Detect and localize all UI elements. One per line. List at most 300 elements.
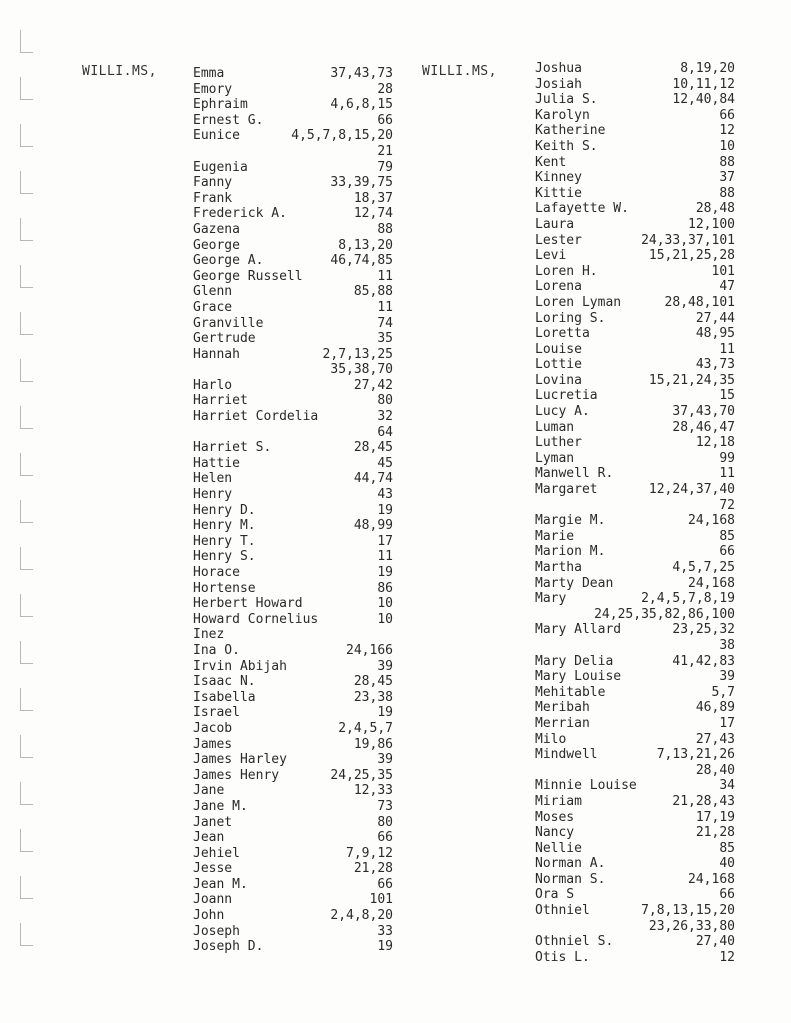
index-entry bbox=[193, 596, 393, 612]
index-entry bbox=[193, 175, 393, 191]
entry-pages: 86 bbox=[377, 580, 393, 596]
entry-pages: 21,28 bbox=[695, 825, 735, 841]
index-entry bbox=[535, 716, 735, 732]
entry-pages: 85,88 bbox=[353, 284, 393, 300]
entry-name: Luther bbox=[535, 435, 582, 451]
index-entry bbox=[535, 825, 735, 841]
entry-pages: 40 bbox=[719, 856, 735, 872]
entry-pages-continued: 23,26,33,80 bbox=[648, 918, 735, 934]
entry-pages: 33 bbox=[377, 923, 393, 939]
entry-name: Merrian bbox=[535, 715, 590, 731]
binding-hole-mark bbox=[20, 312, 33, 335]
index-entry bbox=[193, 128, 393, 159]
binding-hole-mark bbox=[20, 124, 33, 147]
entry-pages: 41,42,83 bbox=[672, 653, 735, 669]
entry-pages: 19 bbox=[377, 705, 393, 721]
index-entry bbox=[535, 435, 735, 451]
binding-hole-mark bbox=[20, 641, 33, 664]
entry-pages: 12,100 bbox=[688, 216, 735, 232]
entry-pages: 28,48,101 bbox=[664, 294, 735, 310]
index-entry bbox=[193, 97, 393, 113]
entry-name: Henry S. bbox=[193, 549, 256, 565]
entry-pages: 66 bbox=[719, 544, 735, 560]
entry-pages: 39 bbox=[719, 669, 735, 685]
entry-name: Lucretia bbox=[535, 388, 598, 404]
index-entry bbox=[193, 456, 393, 472]
entry-name: Lottie bbox=[535, 357, 582, 373]
entry-name: Marie bbox=[535, 528, 575, 544]
entry-name: Herbert Howard bbox=[193, 596, 303, 612]
index-entry bbox=[535, 529, 735, 545]
index-column-right bbox=[535, 61, 735, 965]
entry-name: Henry T. bbox=[193, 533, 256, 549]
entry-pages: 10 bbox=[719, 138, 735, 154]
entry-name: Mary Delia bbox=[535, 653, 614, 669]
index-entry bbox=[535, 872, 735, 888]
index-entry bbox=[193, 549, 393, 565]
index-entry bbox=[535, 388, 735, 404]
binding-hole-mark bbox=[20, 923, 33, 946]
entry-name: Jane M. bbox=[193, 798, 248, 814]
entry-name: Henry bbox=[193, 487, 233, 503]
entry-name: Mary Allard bbox=[535, 622, 622, 638]
entry-name: Fanny bbox=[193, 175, 233, 191]
entry-pages: 2,4,5,7,8,19 bbox=[641, 591, 735, 607]
entry-pages: 21,28,43 bbox=[672, 793, 735, 809]
entry-name: Martha bbox=[535, 560, 582, 575]
binding-hole-mark bbox=[20, 594, 33, 617]
entry-pages: 85 bbox=[719, 528, 735, 544]
entry-name: Gertrude bbox=[193, 331, 256, 347]
entry-pages: 24,33,37,101 bbox=[641, 232, 735, 248]
entry-pages: 28 bbox=[377, 81, 393, 97]
entry-name: Katherine bbox=[535, 123, 606, 139]
entry-pages: 23,25,32 bbox=[672, 622, 735, 638]
index-entry bbox=[535, 544, 735, 560]
index-entry bbox=[535, 170, 735, 186]
entry-name: Manwell R. bbox=[535, 466, 614, 482]
entry-pages: 11 bbox=[719, 466, 735, 482]
entry-pages: 37,43,70 bbox=[672, 404, 735, 420]
index-entry bbox=[535, 856, 735, 872]
binding-hole-mark bbox=[20, 359, 33, 382]
entry-name: Horace bbox=[193, 565, 240, 580]
entry-name: Jean bbox=[193, 830, 225, 846]
binding-holes bbox=[20, 30, 40, 1010]
entry-name: Marion M. bbox=[535, 544, 606, 560]
entry-pages: 19 bbox=[377, 502, 393, 518]
entry-name: John bbox=[193, 908, 225, 924]
entry-pages: 74 bbox=[377, 315, 393, 331]
index-entry bbox=[535, 685, 735, 701]
index-entry bbox=[535, 404, 735, 420]
entry-name: Lyman bbox=[535, 450, 575, 466]
index-entry bbox=[535, 466, 735, 482]
index-entry bbox=[193, 66, 393, 82]
index-entry bbox=[193, 487, 393, 503]
index-entry bbox=[535, 451, 735, 467]
entry-pages-continued: 28,40 bbox=[695, 762, 735, 778]
index-entry bbox=[535, 622, 735, 653]
entry-name: Jehiel bbox=[193, 845, 240, 861]
index-entry bbox=[193, 721, 393, 737]
entry-name: Harriet bbox=[193, 393, 248, 409]
index-entry bbox=[535, 264, 735, 280]
entry-pages: 19 bbox=[377, 565, 393, 580]
entry-pages: 88 bbox=[377, 221, 393, 237]
index-entry bbox=[535, 420, 735, 436]
index-entry bbox=[193, 659, 393, 675]
entry-name: Moses bbox=[535, 809, 575, 825]
entry-name: George A. bbox=[193, 253, 264, 269]
entry-name: Frank bbox=[193, 190, 233, 206]
entry-pages: 27,42 bbox=[353, 377, 393, 393]
entry-name: Harriet S. bbox=[193, 440, 272, 456]
entry-pages: 12,24,37,40 bbox=[648, 482, 735, 498]
index-entry bbox=[535, 373, 735, 389]
index-entry bbox=[535, 186, 735, 202]
index-entry bbox=[535, 747, 735, 778]
entry-name: Glenn bbox=[193, 284, 233, 300]
entry-pages: 48,95 bbox=[695, 326, 735, 342]
index-entry bbox=[535, 155, 735, 171]
entry-name: Nancy bbox=[535, 825, 575, 841]
entry-pages: 7,9,12 bbox=[346, 845, 393, 861]
index-entry bbox=[535, 108, 735, 124]
entry-pages: 44,74 bbox=[353, 471, 393, 487]
index-entry bbox=[193, 253, 393, 269]
entry-name: Kinney bbox=[535, 170, 582, 186]
index-entry bbox=[193, 409, 393, 440]
index-entry bbox=[193, 768, 393, 784]
index-entry bbox=[535, 61, 735, 77]
index-entry bbox=[193, 877, 393, 893]
index-entry bbox=[193, 861, 393, 877]
binding-hole-mark bbox=[20, 735, 33, 758]
index-entry bbox=[535, 357, 735, 373]
surname-heading-left: WILLI.MS, bbox=[82, 64, 157, 79]
index-entry bbox=[193, 518, 393, 534]
entry-pages: 32 bbox=[377, 409, 393, 425]
entry-pages: 24,25,35 bbox=[330, 767, 393, 783]
index-entry bbox=[535, 233, 735, 249]
index-entry bbox=[193, 269, 393, 285]
entry-name: Kent bbox=[535, 154, 567, 170]
entry-name: James bbox=[193, 736, 233, 752]
entry-name: Gazena bbox=[193, 221, 240, 237]
index-entry bbox=[535, 311, 735, 327]
entry-pages: 46,74,85 bbox=[330, 253, 393, 269]
index-entry bbox=[193, 643, 393, 659]
index-entry bbox=[193, 612, 393, 628]
entry-pages: 11 bbox=[377, 299, 393, 315]
entry-name: Lorena bbox=[535, 279, 582, 295]
entry-pages: 8,19,20 bbox=[680, 61, 735, 76]
index-entry bbox=[535, 513, 735, 529]
index-entry bbox=[193, 939, 393, 955]
entry-pages: 101 bbox=[711, 263, 735, 279]
entry-pages: 7,8,13,15,20 bbox=[641, 903, 735, 919]
entry-pages: 66 bbox=[377, 830, 393, 846]
index-entry bbox=[193, 113, 393, 129]
index-entry bbox=[193, 892, 393, 908]
entry-pages: 43,73 bbox=[695, 357, 735, 373]
entry-name: Julia S. bbox=[535, 92, 598, 108]
entry-name: Josiah bbox=[535, 76, 582, 92]
entry-name: Loretta bbox=[535, 326, 590, 342]
entry-name: George bbox=[193, 237, 240, 253]
entry-name: Henry D. bbox=[193, 502, 256, 518]
entry-pages: 11 bbox=[719, 341, 735, 357]
index-entry bbox=[535, 92, 735, 108]
entry-pages: 2,4,5,7 bbox=[338, 720, 393, 736]
entry-name: Joshua bbox=[535, 61, 582, 76]
entry-pages: 19 bbox=[377, 939, 393, 955]
entry-pages: 88 bbox=[719, 185, 735, 201]
entry-pages: 66 bbox=[719, 107, 735, 123]
entry-pages: 12 bbox=[719, 123, 735, 139]
entry-name: Hannah bbox=[193, 346, 240, 362]
binding-hole-mark bbox=[20, 547, 33, 570]
entry-pages: 10,11,12 bbox=[672, 76, 735, 92]
entry-name: James Harley bbox=[193, 752, 287, 768]
entry-name: Joseph D. bbox=[193, 939, 264, 955]
entry-name: Loren Lyman bbox=[535, 294, 622, 310]
entry-pages: 15,21,24,35 bbox=[648, 372, 735, 388]
entry-name: Othniel S. bbox=[535, 934, 614, 950]
entry-pages: 2,7,13,25 bbox=[322, 346, 393, 362]
entry-pages: 37,43,73 bbox=[330, 66, 393, 81]
entry-name: Loren H. bbox=[535, 263, 598, 279]
entry-name: Norman S. bbox=[535, 871, 606, 887]
entry-pages: 10 bbox=[377, 611, 393, 627]
index-entry bbox=[193, 471, 393, 487]
entry-pages-continued: 21 bbox=[377, 143, 393, 159]
index-entry bbox=[535, 700, 735, 716]
entry-pages: 37 bbox=[719, 170, 735, 186]
entry-pages-continued: 64 bbox=[377, 424, 393, 440]
entry-pages: 12 bbox=[719, 949, 735, 965]
index-entry bbox=[535, 950, 735, 966]
index-entry bbox=[193, 690, 393, 706]
binding-hole-mark bbox=[20, 77, 33, 100]
index-entry bbox=[193, 627, 393, 643]
entry-name: Howard Cornelius bbox=[193, 611, 319, 627]
entry-pages: 17 bbox=[377, 533, 393, 549]
entry-name: Isaac N. bbox=[193, 674, 256, 690]
entry-pages: 8,13,20 bbox=[338, 237, 393, 253]
index-entry bbox=[535, 903, 735, 934]
index-entry bbox=[535, 139, 735, 155]
entry-name: Minnie Louise bbox=[535, 778, 637, 794]
entry-pages: 66 bbox=[377, 112, 393, 128]
index-entry bbox=[193, 752, 393, 768]
entry-name: Frederick A. bbox=[193, 206, 287, 222]
entry-name: George Russell bbox=[193, 268, 303, 284]
index-entry bbox=[535, 560, 735, 576]
entry-name: Kittie bbox=[535, 185, 582, 201]
entry-pages-continued: 35,38,70 bbox=[330, 362, 393, 378]
entry-name: Irvin Abijah bbox=[193, 658, 287, 674]
entry-pages: 27,43 bbox=[695, 731, 735, 747]
index-entry bbox=[193, 160, 393, 176]
entry-name: Levi bbox=[535, 248, 567, 264]
entry-pages: 21,28 bbox=[353, 861, 393, 877]
entry-pages: 15,21,25,28 bbox=[648, 248, 735, 264]
index-entry bbox=[193, 82, 393, 98]
entry-pages: 15 bbox=[719, 388, 735, 404]
binding-hole-mark bbox=[20, 829, 33, 852]
entry-pages: 66 bbox=[377, 876, 393, 892]
entry-pages: 12,40,84 bbox=[672, 92, 735, 108]
entry-name: Ernest G. bbox=[193, 112, 264, 128]
entry-name: Loring S. bbox=[535, 310, 606, 326]
index-entry bbox=[193, 378, 393, 394]
index-entry bbox=[193, 347, 393, 378]
entry-name: Emma bbox=[193, 66, 225, 81]
index-entry bbox=[535, 934, 735, 950]
index-entry bbox=[193, 581, 393, 597]
entry-name: Laura bbox=[535, 216, 575, 232]
entry-pages: 66 bbox=[719, 887, 735, 903]
entry-pages: 24,168 bbox=[688, 871, 735, 887]
entry-pages: 19,86 bbox=[353, 736, 393, 752]
index-column-left bbox=[193, 66, 393, 955]
entry-name: Jean M. bbox=[193, 876, 248, 892]
entry-name: Mary Louise bbox=[535, 669, 622, 685]
entry-pages: 11 bbox=[377, 549, 393, 565]
entry-name: Ina O. bbox=[193, 642, 240, 658]
index-entry bbox=[535, 887, 735, 903]
entry-pages: 33,39,75 bbox=[330, 175, 393, 191]
index-entry bbox=[193, 565, 393, 581]
entry-name: Mary bbox=[535, 591, 567, 607]
index-entry bbox=[535, 794, 735, 810]
binding-hole-mark bbox=[20, 782, 33, 805]
index-entry bbox=[193, 846, 393, 862]
entry-name: Miriam bbox=[535, 793, 582, 809]
entry-pages: 12,74 bbox=[353, 206, 393, 222]
entry-name: Granville bbox=[193, 315, 264, 331]
entry-name: Henry M. bbox=[193, 518, 256, 534]
entry-name: Joseph bbox=[193, 923, 240, 939]
index-entry bbox=[535, 841, 735, 857]
binding-hole-mark bbox=[20, 688, 33, 711]
entry-name: Isabella bbox=[193, 689, 256, 705]
index-entry bbox=[193, 440, 393, 456]
entry-name: Luman bbox=[535, 419, 575, 435]
entry-pages: 28,48 bbox=[695, 201, 735, 217]
entry-pages: 46,89 bbox=[695, 700, 735, 716]
entry-pages: 35 bbox=[377, 331, 393, 347]
entry-name: Janet bbox=[193, 814, 233, 830]
entry-name: Hortense bbox=[193, 580, 256, 596]
entry-pages: 28,45 bbox=[353, 440, 393, 456]
index-entry bbox=[193, 815, 393, 831]
entry-pages: 28,45 bbox=[353, 674, 393, 690]
index-entry bbox=[535, 810, 735, 826]
entry-pages: 4,5,7,25 bbox=[672, 560, 735, 575]
index-entry bbox=[535, 326, 735, 342]
binding-hole-mark bbox=[20, 500, 33, 523]
entry-pages: 27,40 bbox=[695, 934, 735, 950]
index-entry bbox=[193, 799, 393, 815]
index-entry bbox=[193, 534, 393, 550]
entry-pages: 12,18 bbox=[695, 435, 735, 451]
entry-pages: 48,99 bbox=[353, 518, 393, 534]
binding-hole-mark bbox=[20, 30, 33, 53]
index-entry bbox=[535, 279, 735, 295]
entry-name: Ora S bbox=[535, 887, 575, 903]
entry-pages: 24,166 bbox=[346, 642, 393, 658]
index-entry bbox=[193, 238, 393, 254]
entry-name: Harriet Cordelia bbox=[193, 409, 319, 425]
index-entry bbox=[193, 674, 393, 690]
entry-name: Lester bbox=[535, 232, 582, 248]
entry-name: Grace bbox=[193, 299, 233, 315]
binding-hole-mark bbox=[20, 406, 33, 429]
index-entry bbox=[535, 248, 735, 264]
index-entry bbox=[193, 737, 393, 753]
index-entry bbox=[193, 783, 393, 799]
entry-pages: 80 bbox=[377, 814, 393, 830]
entry-pages: 47 bbox=[719, 279, 735, 295]
entry-pages: 4,6,8,15 bbox=[330, 97, 393, 113]
index-entry bbox=[535, 77, 735, 93]
entry-pages: 80 bbox=[377, 393, 393, 409]
entry-name: James Henry bbox=[193, 767, 280, 783]
binding-hole-mark bbox=[20, 218, 33, 241]
index-entry bbox=[193, 908, 393, 924]
entry-name: Lucy A. bbox=[535, 404, 590, 420]
binding-hole-mark bbox=[20, 265, 33, 288]
entry-pages: 73 bbox=[377, 798, 393, 814]
index-entry bbox=[535, 123, 735, 139]
binding-hole-mark bbox=[20, 453, 33, 476]
entry-pages-continued: 72 bbox=[719, 497, 735, 513]
entry-pages: 18,37 bbox=[353, 190, 393, 206]
entry-name: Hattie bbox=[193, 455, 240, 471]
entry-name: Keith S. bbox=[535, 138, 598, 154]
entry-pages: 79 bbox=[377, 159, 393, 175]
index-entry bbox=[193, 222, 393, 238]
entry-name: Marty Dean bbox=[535, 575, 614, 591]
entry-name: Margaret bbox=[535, 482, 598, 498]
index-entry bbox=[193, 924, 393, 940]
index-entry bbox=[193, 300, 393, 316]
entry-pages: 101 bbox=[369, 892, 393, 908]
entry-pages-continued: 24,25,35,82,86,100 bbox=[594, 606, 735, 622]
entry-pages: 23,38 bbox=[353, 689, 393, 705]
index-entry bbox=[193, 284, 393, 300]
entry-pages-continued: 38 bbox=[719, 637, 735, 653]
entry-name: Norman A. bbox=[535, 856, 606, 872]
entry-pages: 11 bbox=[377, 268, 393, 284]
index-entry bbox=[193, 503, 393, 519]
entry-pages: 17,19 bbox=[695, 809, 735, 825]
entry-name: Helen bbox=[193, 471, 233, 487]
entry-pages: 85 bbox=[719, 840, 735, 856]
entry-pages: 17 bbox=[719, 715, 735, 731]
entry-name: Ephraim bbox=[193, 97, 248, 113]
entry-pages: 45 bbox=[377, 455, 393, 471]
binding-hole-mark bbox=[20, 876, 33, 899]
surname-heading-right: WILLI.MS, bbox=[422, 64, 497, 79]
index-entry bbox=[535, 342, 735, 358]
entry-pages: 24,168 bbox=[688, 575, 735, 591]
entry-pages: 2,4,8,20 bbox=[330, 908, 393, 924]
entry-pages: 34 bbox=[719, 778, 735, 794]
